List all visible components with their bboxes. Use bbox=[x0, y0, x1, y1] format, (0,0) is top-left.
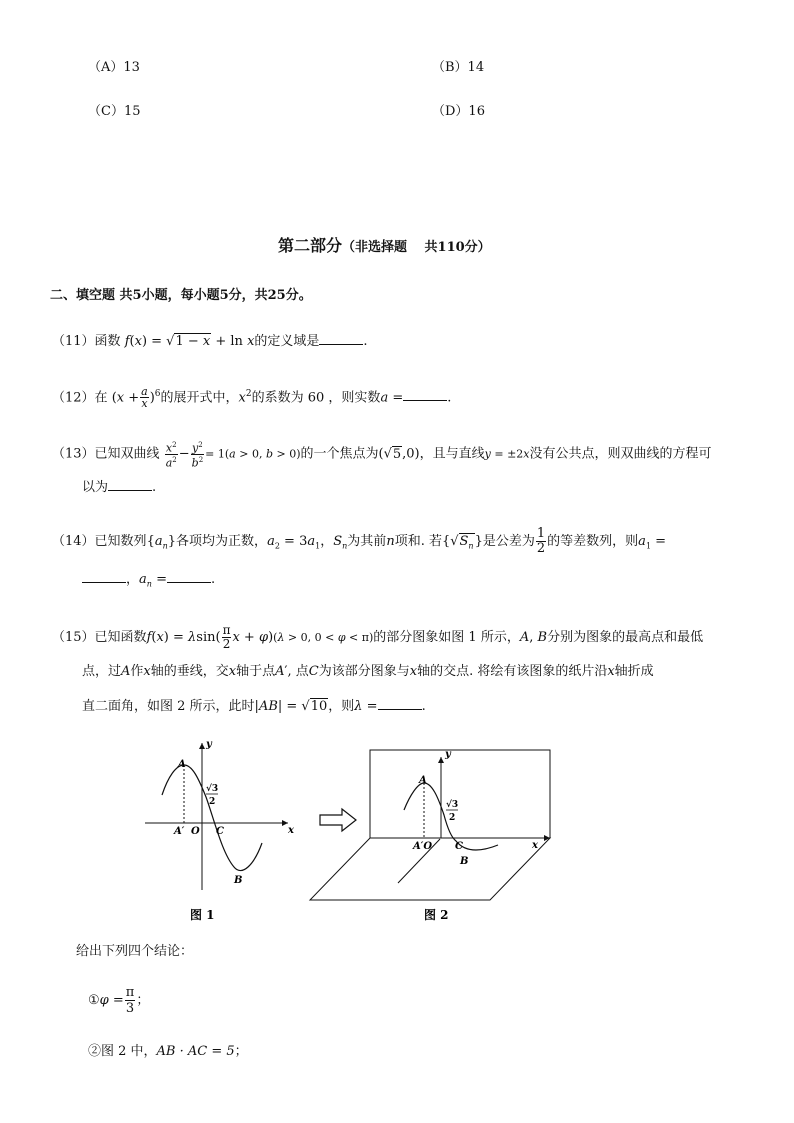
question-15-line2: 点，过A作x轴的垂线，交x轴于点A′, 点C为该部分图象与x轴的交点. 将绘有该图象的纸片沿x轴折成 bbox=[82, 664, 654, 679]
q13-line2: 以为 bbox=[82, 480, 109, 495]
q14-end: . bbox=[210, 572, 216, 587]
q15-line3-b: ，则 bbox=[328, 699, 355, 714]
c1-formula: φ = bbox=[99, 993, 124, 1008]
conclusion-2 bbox=[88, 1042, 248, 1062]
q14-text-c: 为其前 bbox=[347, 534, 387, 549]
q15-answer-blank[interactable] bbox=[378, 697, 422, 710]
c2-prefix: ②图 2 中， bbox=[88, 1044, 157, 1059]
fig2-label-B: B bbox=[460, 856, 469, 867]
fig2-label-2: 2 bbox=[449, 813, 456, 823]
question-11: （11）函数 f(x) = √1 − x + ln x的定义域是 . bbox=[52, 334, 368, 349]
fig2-label-C: C bbox=[455, 841, 463, 852]
q14-sep: ， bbox=[126, 572, 140, 587]
fig1-label-x: x bbox=[288, 825, 294, 836]
part-title-sub: （非选择题 共110分） bbox=[342, 240, 491, 255]
q12-text-a: 在 bbox=[94, 390, 108, 406]
c2-end: ； bbox=[234, 1044, 248, 1059]
fig2-label-A: A bbox=[419, 775, 427, 786]
fig1-label-Aprime: A′ bbox=[174, 826, 185, 837]
q15-line2-f: 为该部分图象与 bbox=[318, 664, 410, 679]
q15-line2-d: 轴于点 bbox=[236, 664, 276, 679]
fig1-caption: 图 1 bbox=[190, 908, 215, 922]
part-title-main: 第二部分 bbox=[278, 236, 343, 255]
q13-number: （13） bbox=[52, 446, 95, 462]
q15-line2-h: 轴折成 bbox=[614, 664, 654, 679]
fig1-curve bbox=[162, 765, 262, 871]
transition-arrow-icon bbox=[320, 809, 356, 831]
fig2-vertical-plane bbox=[370, 750, 550, 838]
q14-answer-blank-1[interactable] bbox=[82, 570, 126, 583]
q15-text-a: 已知函数 bbox=[94, 630, 147, 645]
q15-text-b: 的部分图象如图 1 所示， bbox=[373, 630, 520, 645]
option-a: （A）13 bbox=[88, 60, 140, 75]
c2-formula: AB · AC = 5 bbox=[156, 1044, 235, 1059]
conclusion-1 bbox=[88, 985, 149, 1016]
fig1-label-sqrt3: √3 bbox=[206, 784, 219, 794]
q11-number: （11） bbox=[52, 334, 95, 349]
q15-line2-c: 轴的垂线，交 bbox=[150, 664, 229, 679]
q13-text-a: 已知双曲线 bbox=[94, 446, 160, 462]
fig2-label-x: x bbox=[532, 840, 538, 851]
fig1-label-y: y bbox=[206, 739, 212, 750]
q12-answer-blank[interactable] bbox=[403, 388, 447, 401]
option-c: （C）15 bbox=[88, 104, 141, 119]
q14-text-b: 各项均为正数， bbox=[176, 534, 268, 549]
section-heading: 二、填空题 共5小题，每小题5分，共25分。 bbox=[50, 288, 312, 303]
question-14: （14）已知数列$\{a_n\}$各项均为正数，$a_2 = 3a_1$，$S_n$为其前n项和. 若$\{√S_n\}$是公差为 $\frac{1}{2}$ 的等差数列，则$a_1$ = bbox=[52, 526, 667, 556]
fig2-label-sqrt3: √3 bbox=[446, 800, 459, 810]
q14-number: （14） bbox=[52, 534, 95, 549]
q15-number: （15） bbox=[52, 630, 95, 645]
question-13-line2 bbox=[82, 478, 156, 498]
figure-1 bbox=[145, 739, 295, 922]
q15-line2-g: 轴的交点. 将绘有该图象的纸片沿 bbox=[417, 664, 608, 679]
question-12: （12）在 (x + $\frac{a}{x}$ )$^6$的展开式中，$x^2$的系数为 60 ，则实数a = . bbox=[52, 385, 452, 411]
q14-text-e: 是公差为 bbox=[482, 534, 535, 549]
q11-answer-blank[interactable] bbox=[319, 332, 363, 345]
q15-line2-e: , 点 bbox=[287, 664, 309, 679]
q13-text-b: 的一个焦点为 bbox=[300, 446, 379, 462]
part-title bbox=[278, 233, 491, 256]
fig2-label-AO: A′O bbox=[413, 841, 433, 852]
fig1-label-A: A bbox=[178, 759, 186, 770]
fig1-label-2: 2 bbox=[209, 797, 216, 807]
q15-text-c: 分别为图象的最高点和最低 bbox=[547, 630, 704, 645]
figures-svg bbox=[130, 735, 570, 925]
q12-text-b: 的展开式中， bbox=[160, 390, 239, 406]
question-14-line2: ，$a_n$ = . bbox=[82, 570, 215, 595]
q14-text-a: 已知数列 bbox=[94, 534, 147, 549]
fig1-label-B: B bbox=[234, 875, 243, 886]
q15-line2-a: 点，过 bbox=[82, 664, 122, 679]
fig1-label-O: O bbox=[191, 826, 200, 837]
fig1-label-C: C bbox=[216, 826, 224, 837]
q14-text-d: 项和. 若 bbox=[394, 534, 442, 549]
fig1-y-arrow bbox=[199, 743, 205, 749]
c1-end: ； bbox=[136, 993, 150, 1008]
q12-number: （12） bbox=[52, 390, 95, 406]
q11-end: . bbox=[363, 334, 368, 349]
q15-line3-a: 直二面角，如图 2 所示，此时 bbox=[82, 699, 255, 714]
fig2-caption: 图 2 bbox=[424, 908, 449, 922]
q13-text-d: 没有公共点，则双曲线的方程可 bbox=[529, 446, 712, 462]
q12-text-c: 的系数为 60 ，则实数 bbox=[251, 390, 381, 406]
q14-answer-blank-2[interactable] bbox=[167, 570, 211, 583]
c1-numerator: π bbox=[125, 985, 135, 1000]
figure-2 bbox=[310, 749, 550, 922]
fig2-y-arrow bbox=[438, 757, 444, 763]
question-15-line3: 直二面角，如图 2 所示，此时|AB| = √10，则λ = . bbox=[82, 699, 426, 714]
option-b: （B）14 bbox=[432, 60, 485, 75]
question-15: （15）已知函数f(x) = λsin( $\frac{\pi}{2}$ x + φ)(λ > 0, 0 < φ < π)的部分图象如图 1 所示，A, B分别为图象的最高点和最低 bbox=[52, 623, 704, 651]
q11-text-b: 的定义域是 bbox=[254, 334, 320, 349]
fig2-x-arrow bbox=[544, 835, 550, 841]
q12-end: . bbox=[447, 390, 452, 406]
q15-end: . bbox=[421, 699, 426, 714]
fig2-label-y: y bbox=[445, 749, 451, 760]
c1-prefix: ① bbox=[88, 993, 100, 1008]
option-d: （D）16 bbox=[432, 104, 485, 119]
q14-text-f: 的等差数列，则 bbox=[547, 534, 639, 549]
q13-text-c: ，且与直线 bbox=[419, 446, 485, 462]
question-13: （13）已知双曲线 $\frac{x^2}{a^2}$ − $\frac{y^2}{b^2}$ = 1(a > 0, b > 0)的一个焦点为(√5,0)，且与直线y = ±2x没有公共点，则双曲线的方程可 bbox=[52, 441, 712, 470]
c1-denominator: 3 bbox=[125, 1001, 135, 1016]
q11-text-a: 函数 bbox=[94, 334, 121, 349]
q13-answer-blank[interactable] bbox=[108, 478, 152, 491]
conclusions-intro: 给出下列四个结论： bbox=[76, 944, 194, 959]
q11-formula: f bbox=[124, 334, 130, 349]
q13-end: . bbox=[152, 480, 157, 495]
q15-line2-b: 作 bbox=[130, 664, 144, 679]
